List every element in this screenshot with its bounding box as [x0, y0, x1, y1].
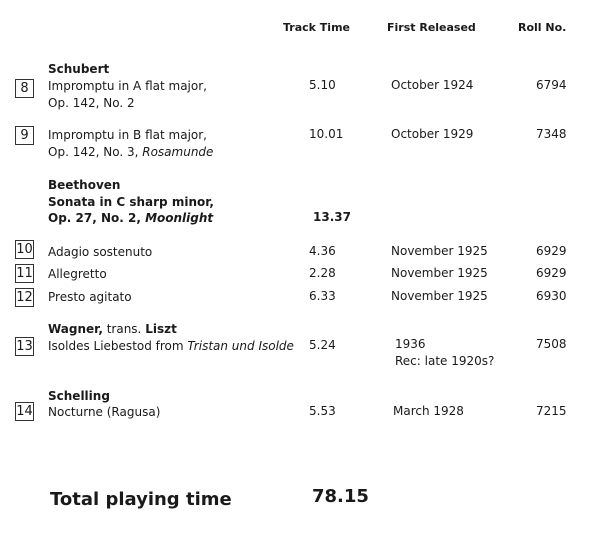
track-roll: 6794 [536, 78, 567, 92]
work-title-plain: Op. 27, No. 2, [48, 211, 146, 225]
track-number-box: 9 [15, 126, 34, 145]
track-number-box: 10 [16, 242, 33, 257]
track-title-plain: Op. 142, No. 3, [48, 145, 143, 159]
total-playing-time-value: 78.15 [312, 486, 369, 507]
track-time: 4.36 [309, 244, 336, 258]
total-playing-time-label: Total playing time [50, 489, 232, 510]
track-released-note: Rec: late 1920s? [395, 354, 495, 368]
work-title-italic: Moonlight [145, 211, 214, 225]
track-title-italic: Rosamunde [142, 145, 214, 159]
header-track-time: Track Time [283, 21, 351, 34]
track-title [48, 339, 294, 353]
header-first-released: First Released [387, 21, 476, 34]
track-number-box: 12 [16, 290, 33, 305]
track-roll: 6929 [536, 266, 567, 280]
track-released: 1936 [395, 337, 426, 351]
track-time: 2.28 [309, 266, 336, 280]
composer-beethoven: Beethoven [48, 178, 121, 192]
track-roll: 6930 [536, 289, 567, 303]
track-roll: 7215 [536, 404, 567, 418]
track-title: Presto agitato [48, 290, 132, 304]
composer-schubert: Schubert [48, 62, 110, 76]
work-title-line [48, 211, 213, 225]
track-title-italic: Tristan und Isolde [187, 339, 294, 353]
track-released: November 1925 [391, 266, 488, 280]
track-title: Nocturne (Ragusa) [48, 405, 161, 419]
track-time: 10.01 [309, 127, 344, 141]
track-time: 6.33 [309, 289, 336, 303]
track-roll: 6929 [536, 244, 567, 258]
track-number-box: 8 [15, 79, 34, 98]
track-title-line: Impromptu in B flat major, [48, 128, 207, 142]
track-title-plain: Isoldes Liebestod from [48, 339, 188, 353]
track-title-line: Op. 142, No. 2 [48, 96, 135, 110]
track-title-line [48, 145, 213, 159]
track-title-line: Impromptu in A flat major, [48, 79, 207, 93]
composer-suffix: trans. [102, 322, 146, 336]
track-released: November 1925 [391, 289, 488, 303]
track-roll: 7508 [536, 337, 567, 351]
track-released: October 1924 [391, 78, 474, 92]
track-released: March 1928 [393, 404, 464, 418]
track-time: 5.53 [309, 404, 336, 418]
track-released: October 1929 [391, 127, 474, 141]
work-time: 13.37 [313, 210, 351, 224]
track-number-box: 14 [16, 404, 33, 419]
work-title-line: Sonata in C sharp minor, [48, 195, 214, 209]
track-released: November 1925 [391, 244, 488, 258]
header-roll-no: Roll No. [518, 21, 567, 34]
track-number-box: 13 [16, 339, 33, 354]
track-roll: 7348 [536, 127, 567, 141]
track-time: 5.10 [309, 78, 336, 92]
track-title: Allegretto [48, 267, 107, 281]
track-time: 5.24 [309, 338, 336, 352]
arranger-name: Liszt [145, 322, 177, 336]
composer-name: Wagner, [48, 322, 103, 336]
composer-wagner [48, 322, 177, 336]
composer-schelling: Schelling [48, 389, 110, 403]
track-number-box: 11 [16, 266, 33, 281]
track-title: Adagio sostenuto [48, 245, 153, 259]
